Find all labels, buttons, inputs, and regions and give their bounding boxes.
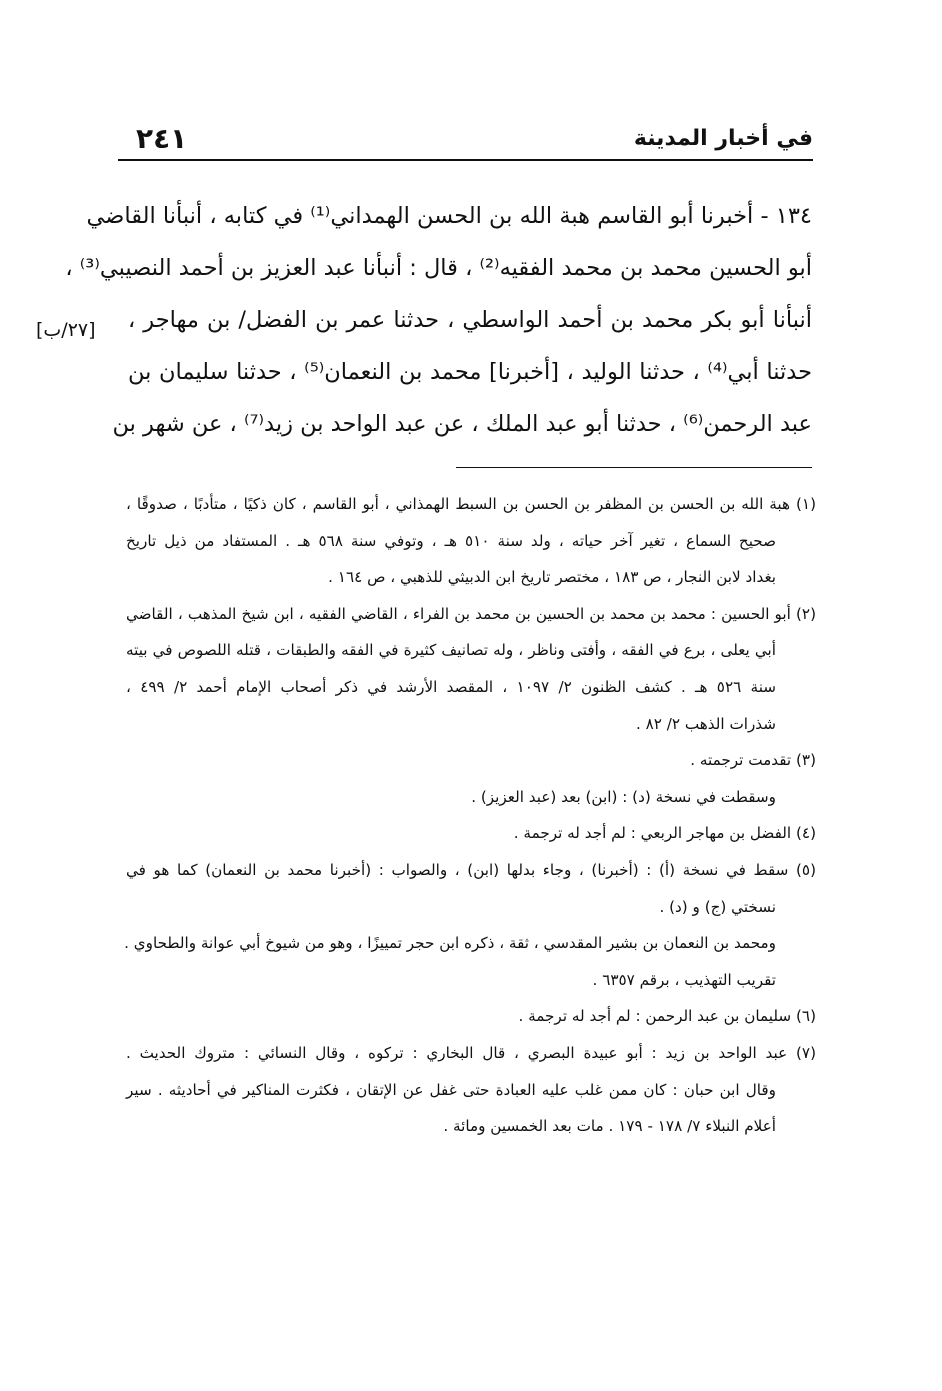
manuscript-folio-marker: [٢٧/ب]: [36, 319, 96, 341]
footnote-line: (٤) الفضل بن مهاجر الربعي : لم أجد له ترجمة .: [513, 824, 816, 843]
footnote-line: (٥) سقط في نسخة (أ) : (أخبرنا) ، وجاء بدلها (ابن) ، والصواب : (أخبرنا محمد بن النعمان) كما هو في: [126, 860, 816, 879]
footnote-line: نسختي (ج) و (د) .: [659, 897, 776, 916]
footnote-line: بغداد لابن النجار ، ص ١٨٣ ، مختصر تاريخ ابن الدبيثي للذهبي ، ص ١٦٤ .: [328, 568, 776, 587]
main-text-line: حدثنا أبي⁽⁴⁾ ، حدثنا الوليد ، [أخبرنا] محمد بن النعمان⁽⁵⁾ ، حدثنا سليمان بن: [128, 359, 812, 385]
footnote-line: ومحمد بن النعمان بن بشير المقدسي ، ثقة ، ذكره ابن حجر تمييزًا ، وهو من شيوخ أبي عوانة والطحاوي .: [124, 934, 776, 953]
footnotes: [126, 486, 816, 1145]
main-text-line: ١٣٤ - أخبرنا أبو القاسم هبة الله بن الحسن الهمداني⁽¹⁾ في كتابه ، أنبأنا القاضي: [86, 203, 812, 229]
running-title: في أخبار المدينة: [633, 126, 813, 151]
footnote-line: صحيح السماع ، تغير آخر حياته ، ولد سنة ٥١٠ هـ ، وتوفي سنة ٥٦٨ هـ . المستفاد من ذيل تاريخ: [126, 531, 776, 550]
main-text-line: أنبأنا أبو بكر محمد بن أحمد الواسطي ، حدثنا عمر بن الفضل/ بن مهاجر ،: [128, 307, 812, 333]
footnote-line: (١) هبة الله بن الحسن بن المظفر بن الحسن بن السبط الهمذاني ، أبو القاسم ، كان ذكيًا ، متأدبًا ، صدوقًا ،: [126, 495, 816, 513]
footnote-divider: [456, 467, 812, 468]
footnote-line: (٣) تقدمت ترجمته .: [690, 751, 816, 770]
footnote-line: شذرات الذهب ٢/ ٨٢ .: [635, 714, 776, 733]
footnote-line: (٧) عبد الواحد بن زيد : أبو عبيدة البصري ، قال البخاري : تركوه ، وقال النسائي : متروك الحديث .: [126, 1043, 816, 1062]
footnote-line: سنة ٥٢٦ هـ . كشف الظنون ٢/ ١٠٩٧ ، المقصد الأرشد في ذكر أصحاب الإمام أحمد ٢/ ٤٩٩ ،: [126, 677, 777, 696]
main-text-line: عبد الرحمن⁽⁶⁾ ، حدثنا أبو عبد الملك ، عن عبد الواحد بن زيد⁽⁷⁾ ، عن شهر بن: [112, 411, 812, 437]
footnote-line: أعلام النبلاء ٧/ ١٧٨ - ١٧٩ . مات بعد الخمسين ومائة .: [443, 1117, 776, 1136]
footnote-line: (٦) سليمان بن عبد الرحمن : لم أجد له ترجمة .: [518, 1007, 816, 1026]
footnote-line: وقال ابن حبان : كان ممن غلب عليه العبادة حتى غفل عن الإتقان ، فكثرت المناكير في أحاديثه . سير: [126, 1080, 776, 1099]
main-text-line: أبو الحسين محمد بن محمد الفقيه⁽²⁾ ، قال : أنبأنا عبد العزيز بن أحمد النصيبي⁽³⁾ ،: [65, 255, 812, 281]
page-header: [118, 118, 813, 162]
footnote-line: تقريب التهذيب ، برقم ٦٣٥٧ .: [592, 970, 776, 989]
footnote-line: وسقطت في نسخة (د) : (ابن) بعد (عبد العزيز) .: [471, 787, 776, 806]
footnote-line: (٢) أبو الحسين : محمد بن محمد بن الحسين بن محمد بن الفراء ، القاضي الفقيه ، ابن شيخ المذهب ، القاضي: [126, 604, 816, 623]
header-rule: [118, 159, 813, 161]
page-number: ٢٤١: [136, 122, 188, 155]
footnote-line: أبي يعلى ، برع في الفقه ، وأفتى وناظر ، وله تصانيف كثيرة في الفقه والطبقات ، قتله اللصوص في بيته: [126, 641, 776, 660]
